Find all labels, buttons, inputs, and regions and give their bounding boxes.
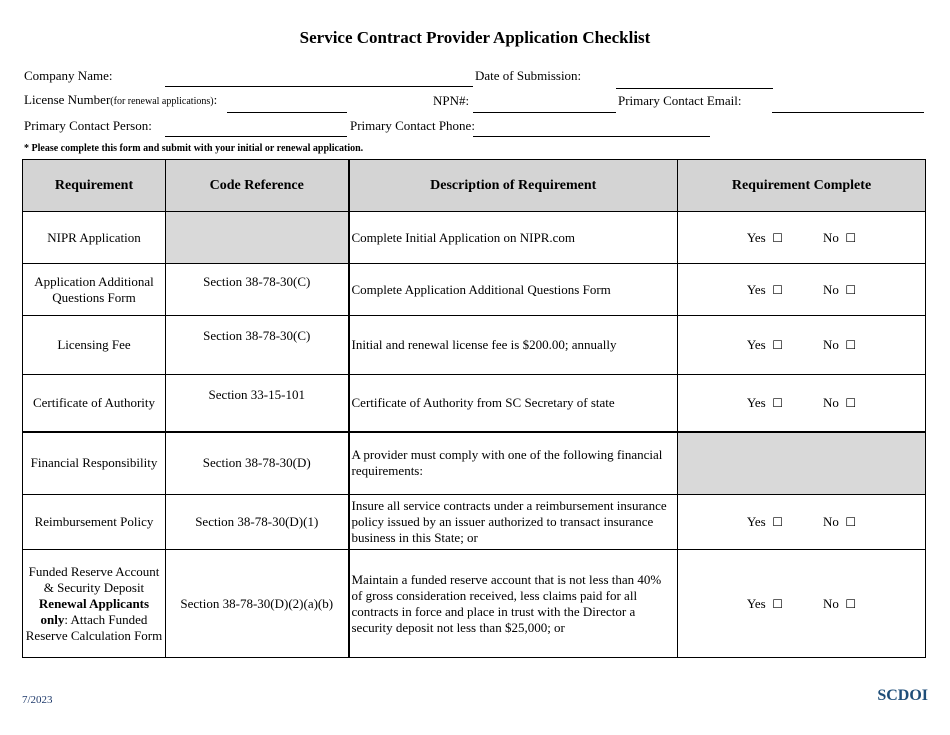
row-complete — [678, 264, 926, 316]
checklist-table — [22, 159, 926, 658]
primary-contact-person-label: Primary Contact Person: — [24, 118, 152, 133]
license-number-note: (for renewal applications) — [110, 96, 214, 107]
row-complete — [678, 375, 926, 432]
npn-field[interactable] — [473, 112, 616, 113]
no-label: No — [823, 229, 839, 245]
row-requirement: Reimbursement Policy — [23, 495, 166, 550]
no-label: No — [823, 514, 839, 529]
yes-label: Yes — [746, 337, 766, 352]
row-description: Certificate of Authority from SC Secretary of state — [349, 375, 678, 432]
row-complete-empty — [678, 432, 926, 495]
row-description: Insure all service contracts under a reimbursement insurance policy issued by an issuer authorized to transact insurance business in this State; or — [349, 495, 678, 550]
row-description: Complete Application Additional Questions Form — [349, 264, 678, 316]
row-code-reference: Section 38-78-30(D)(1) — [166, 495, 349, 550]
no-checkbox[interactable]: ☐ — [845, 596, 857, 611]
yes-checkbox[interactable]: ☐ — [772, 338, 784, 352]
table-row — [23, 432, 926, 495]
row-code-reference: Section 38-78-30(D) — [166, 432, 349, 495]
license-number-colon: : — [213, 92, 218, 107]
table-row — [23, 316, 926, 375]
row-code-reference: Section 38-78-30(C) — [166, 264, 349, 316]
requirement-line1: Funded Reserve Account & Security Deposit — [28, 563, 160, 595]
row-description: A provider must comply with one of the following financial requirements: — [349, 432, 678, 495]
license-number-text: License Number — [24, 92, 111, 107]
yes-option[interactable] — [747, 514, 783, 530]
no-label: No — [823, 281, 839, 297]
table-row — [23, 375, 926, 432]
npn-label: NPN#: — [433, 93, 470, 108]
primary-contact-email-field[interactable] — [772, 112, 924, 113]
table-row — [23, 212, 926, 264]
page-title: Service Contract Provider Application Checklist — [299, 28, 651, 47]
yes-checkbox[interactable]: ☐ — [772, 515, 784, 529]
yes-label: Yes — [746, 595, 766, 611]
no-checkbox[interactable]: ☐ — [845, 282, 857, 297]
no-checkbox[interactable]: ☐ — [845, 230, 857, 245]
primary-contact-phone-label: Primary Contact Phone: — [350, 118, 475, 133]
yes-checkbox[interactable]: ☐ — [772, 596, 784, 611]
yes-label: Yes — [746, 514, 766, 529]
yes-option[interactable] — [747, 282, 783, 298]
no-option[interactable] — [823, 282, 856, 298]
no-label: No — [823, 337, 839, 352]
primary-contact-email-label: Primary Contact Email: — [618, 93, 742, 108]
date-of-submission-label: Date of Submission: — [475, 68, 582, 83]
row-complete — [678, 495, 926, 550]
yes-checkbox[interactable]: ☐ — [772, 230, 784, 245]
row-complete — [678, 550, 926, 658]
footer-org-logo: SCDOI — [877, 687, 928, 704]
company-name-field[interactable] — [165, 86, 473, 87]
license-number-field[interactable] — [227, 112, 347, 113]
header-requirement-complete: Requirement Complete — [678, 160, 926, 212]
date-of-submission-field[interactable] — [616, 88, 773, 89]
license-number-label — [24, 92, 217, 108]
row-requirement: Application Additional Questions Form — [23, 264, 166, 316]
row-description: Maintain a funded reserve account that is not less than 40% of gross consideration received, less claims paid for all contracts in force and place in trust with the Director a security deposit not less than $25,000; or — [349, 550, 678, 658]
row-complete — [678, 212, 926, 264]
requirement-rest: : Attach Funded Reserve Calculation Form — [25, 611, 163, 643]
row-code-reference: Section 38-78-30(C) — [166, 316, 349, 375]
row-code-reference: Section 38-78-30(D)(2)(a)(b) — [166, 550, 349, 658]
table-row — [23, 495, 926, 550]
row-code-reference-empty — [166, 212, 349, 264]
row-requirement: Licensing Fee — [23, 316, 166, 375]
no-option[interactable] — [823, 337, 856, 353]
yes-label: Yes — [746, 394, 766, 410]
yes-option[interactable] — [747, 596, 783, 612]
row-complete — [678, 316, 926, 375]
table-row — [23, 550, 926, 658]
requirement-bold: Renewal Applicants only — [38, 595, 150, 627]
no-label: No — [823, 595, 839, 611]
row-code-reference: Section 33-15-101 — [166, 375, 349, 432]
yes-checkbox[interactable]: ☐ — [772, 395, 784, 410]
no-checkbox[interactable]: ☐ — [845, 515, 857, 529]
yes-option[interactable] — [747, 230, 783, 246]
no-label: No — [823, 394, 839, 410]
row-description: Initial and renewal license fee is $200.00; annually — [349, 316, 678, 375]
yes-label: Yes — [746, 229, 766, 245]
no-checkbox[interactable]: ☐ — [845, 395, 857, 410]
row-description: Complete Initial Application on NIPR.com — [349, 212, 678, 264]
table-header-row — [23, 160, 926, 212]
yes-option[interactable] — [747, 337, 783, 353]
row-requirement — [23, 550, 166, 658]
yes-option[interactable] — [747, 395, 783, 411]
no-option[interactable] — [823, 514, 856, 530]
yes-label: Yes — [746, 281, 766, 297]
primary-contact-person-field[interactable] — [165, 136, 347, 137]
no-checkbox[interactable]: ☐ — [845, 338, 857, 352]
row-requirement: Financial Responsibility — [23, 432, 166, 495]
primary-contact-phone-field[interactable] — [473, 136, 710, 137]
instruction-note: * Please complete this form and submit with your initial or renewal application. — [24, 143, 364, 154]
row-requirement: NIPR Application — [23, 212, 166, 264]
no-option[interactable] — [823, 230, 856, 246]
header-code-reference: Code Reference — [166, 160, 349, 212]
footer-date: 7/2023 — [22, 694, 53, 706]
row-requirement: Certificate of Authority — [23, 375, 166, 432]
header-requirement: Requirement — [23, 160, 166, 212]
no-option[interactable] — [823, 395, 856, 411]
no-option[interactable] — [823, 596, 856, 612]
header-description: Description of Requirement — [349, 160, 678, 212]
yes-checkbox[interactable]: ☐ — [772, 282, 784, 297]
company-name-label: Company Name: — [24, 68, 113, 83]
table-row — [23, 264, 926, 316]
